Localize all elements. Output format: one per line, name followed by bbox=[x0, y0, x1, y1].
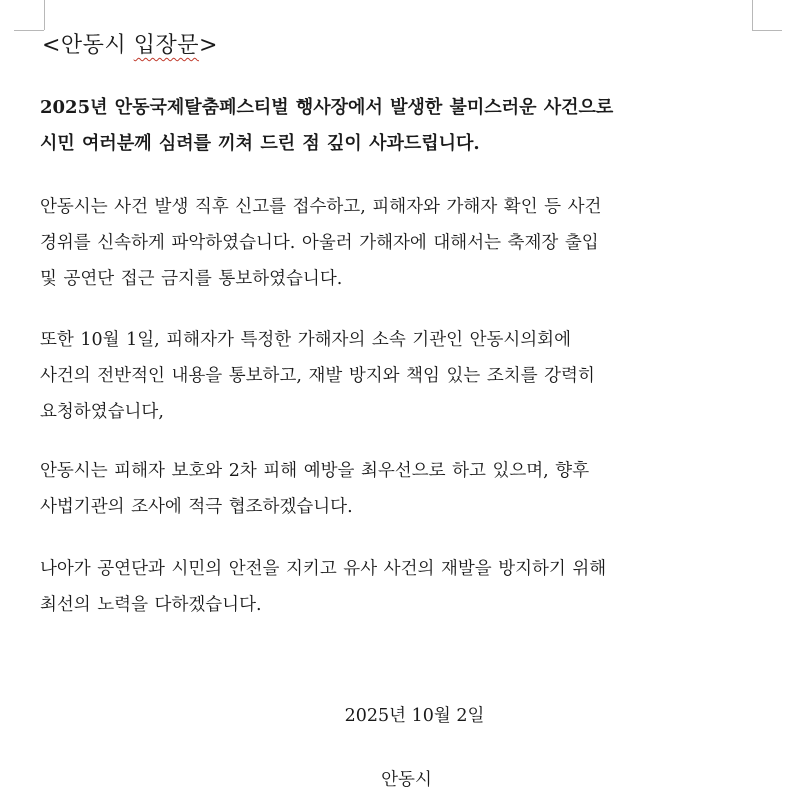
paragraph-protection bbox=[40, 453, 752, 525]
title-suffix: > bbox=[198, 33, 218, 58]
document-title bbox=[42, 28, 218, 59]
title-spellcheck-word: 입장문 bbox=[133, 33, 199, 58]
paragraph-line: 및 공연단 접근 금지를 통보하였습니다. bbox=[40, 269, 343, 289]
paragraph-commitment bbox=[40, 551, 752, 623]
paragraph-line: 사법기관의 조사에 적극 협조하겠습니다. bbox=[40, 497, 353, 517]
paragraph-line: 나아가 공연단과 시민의 안전을 지키고 유사 사건의 재발을 방지하기 위해 bbox=[40, 559, 607, 579]
crop-mark-top-right-vertical bbox=[752, 0, 753, 30]
paragraph-line: 사건의 전반적인 내용을 통보하고, 재발 방지와 책임 있는 조치를 강력히 bbox=[40, 366, 595, 386]
paragraph-line: 안동시는 피해자 보호와 2차 피해 예방을 최우선으로 하고 있으며, 향후 bbox=[40, 461, 590, 481]
paragraph-line: 요청하였습니다, bbox=[40, 402, 164, 422]
document-date: 2025년 10월 2일 bbox=[344, 706, 485, 726]
paragraph-response bbox=[40, 189, 752, 297]
paragraph-line: 경위를 신속하게 파악하였습니다. 아울러 가해자에 대해서는 축제장 출입 bbox=[40, 233, 599, 253]
crop-mark-top-left-vertical bbox=[44, 0, 45, 30]
crop-mark-top-right-horizontal bbox=[752, 30, 782, 31]
paragraph-line: 시민 여러분께 심려를 끼쳐 드린 점 깊이 사과드립니다. bbox=[40, 133, 480, 154]
crop-mark-top-left-horizontal bbox=[14, 30, 44, 31]
paragraph-apology bbox=[40, 90, 752, 162]
document-signer: 안동시 bbox=[381, 770, 432, 790]
paragraph-line: 최선의 노력을 다하겠습니다. bbox=[40, 595, 262, 615]
paragraph-line: 안동시는 사건 발생 직후 신고를 접수하고, 피해자와 가해자 확인 등 사건 bbox=[40, 197, 602, 217]
title-prefix: <안동시 bbox=[42, 33, 134, 58]
paragraph-line: 2025년 안동국제탈춤페스티벌 행사장에서 발생한 불미스러운 사건으로 bbox=[40, 97, 614, 118]
paragraph-line: 또한 10월 1일, 피해자가 특정한 가해자의 소속 기관인 안동시의회에 bbox=[40, 330, 571, 350]
paragraph-notification bbox=[40, 322, 752, 430]
